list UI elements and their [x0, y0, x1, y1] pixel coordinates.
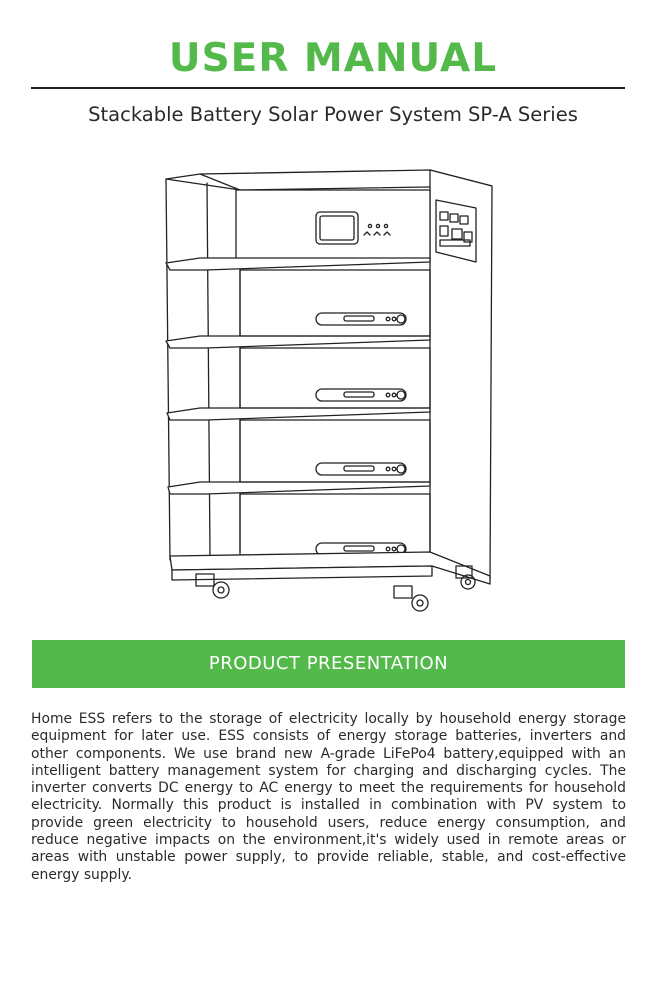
battery-system-illustration [160, 165, 496, 617]
page-title: USER MANUAL [168, 36, 498, 81]
section-heading-band [32, 640, 625, 688]
title-divider [31, 87, 625, 89]
page-subtitle: Stackable Battery Solar Power System SP-A Series [88, 103, 578, 126]
section-heading: PRODUCT PRESENTATION [208, 653, 449, 674]
section-body-paragraph: Home ESS refers to the storage of electricity locally by household energy storage equipment for later use. ESS consists of energy storage batteries, inverters and other components. We use brand new A-grade LiFePo4 battery,equipped with an intelligent battery management system for charging and discharging cycles. The inverter converts DC energy to AC energy to meet the requirements for household electricity. Normally this product is installed in combination with PV system to provide green electricity to household users, reduce energy consumption, and reduce negative impacts on the environment,it's widely used in remote areas or areas with unstable power supply, to provide reliable, stable, and cost-effective energy supply. [31, 711, 626, 883]
